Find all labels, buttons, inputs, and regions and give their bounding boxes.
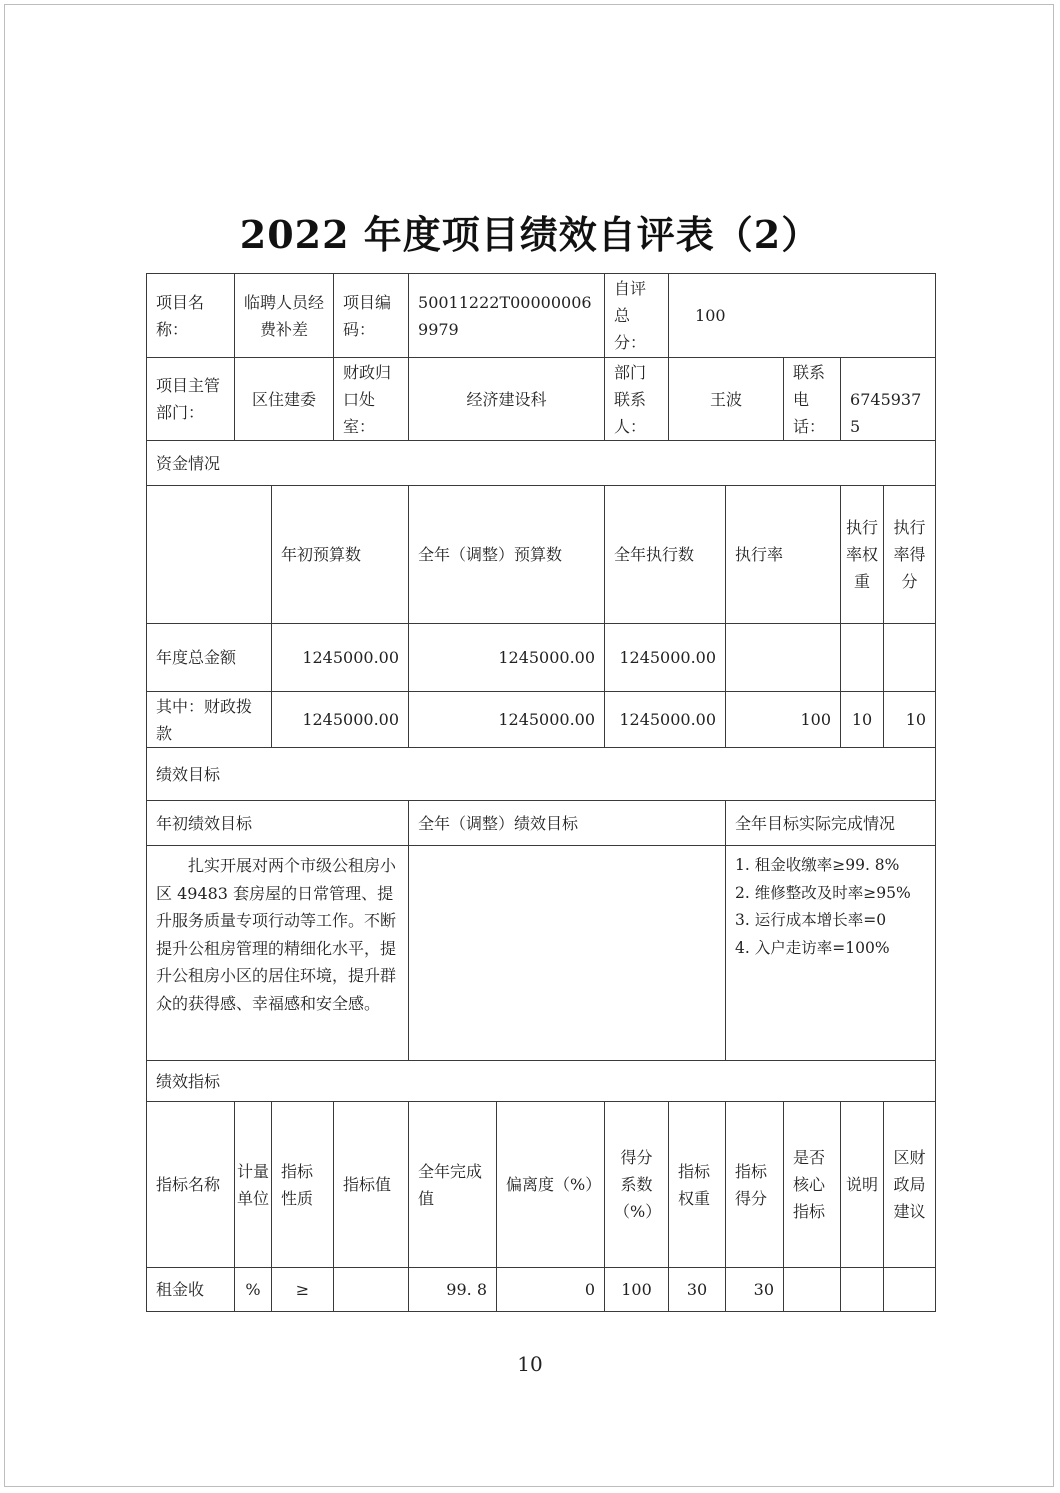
funds-row-weight: 10 [841, 692, 884, 748]
ind-header-completed: 全年完成值 [409, 1102, 497, 1268]
indicators-section-row [147, 1061, 936, 1102]
ind-header-score: 指标得分 [726, 1102, 784, 1268]
goals-section-row [147, 748, 936, 801]
funds-row-label: 年度总金额 [147, 624, 272, 692]
ind-header-value: 指标值 [334, 1102, 409, 1268]
funds-header-rate-weight: 执行率权重 [841, 486, 884, 624]
ind-header-note: 说明 [841, 1102, 884, 1268]
funds-row-initial: 1245000.00 [272, 624, 409, 692]
indicator-row [147, 1268, 936, 1312]
funds-header-row [147, 486, 936, 624]
funds-header-rate: 执行率 [726, 486, 841, 624]
project-code-value: 50011222T000000069979 [409, 274, 605, 358]
funds-header-initial: 年初预算数 [272, 486, 409, 624]
self-score-label: 自评总分： [605, 274, 669, 358]
ind-deviation: 0 [497, 1268, 605, 1312]
goals-adjusted-header: 全年（调整）绩效目标 [409, 801, 726, 846]
self-score-value: 100 [669, 274, 936, 358]
ind-header-weight: 指标权重 [669, 1102, 726, 1268]
project-code-label: 项目编码： [334, 274, 409, 358]
funds-row-initial: 1245000.00 [272, 692, 409, 748]
ind-coef: 100 [605, 1268, 669, 1312]
ind-score: 30 [726, 1268, 784, 1312]
ind-header-nature: 指标性质 [272, 1102, 334, 1268]
funds-header-rate-score: 执行率得分 [884, 486, 936, 624]
goals-initial-header: 年初绩效目标 [147, 801, 409, 846]
goals-actual-item: 2. 维修整改及时率≥95% [735, 883, 911, 902]
indicators-section-label: 绩效指标 [147, 1061, 936, 1102]
funds-row-score [884, 624, 936, 692]
contact-value: 王波 [669, 358, 784, 441]
dept-value: 区住建委 [235, 358, 334, 441]
project-name-value: 临聘人员经费补差 [235, 274, 334, 358]
goals-section-label: 绩效目标 [147, 748, 936, 801]
project-name-label: 项目名称： [147, 274, 235, 358]
goals-initial-text: 扎实开展对两个市级公租房小区 49483 套房屋的日常管理、提升服务质量专项行动等工作。不断提升公租房管理的精细化水平，提升公租房小区的居住环境，提升群众的获得感、幸福感和安全感。 [147, 846, 409, 1061]
ind-completed: 99. 8 [409, 1268, 497, 1312]
goals-header-row [147, 801, 936, 846]
finance-dept-label: 财政归口处室： [334, 358, 409, 441]
performance-evaluation-table [146, 273, 936, 1312]
funds-row-rate: 100 [726, 692, 841, 748]
finance-dept-value: 经济建设科 [409, 358, 605, 441]
funds-header-adjusted: 全年（调整）预算数 [409, 486, 605, 624]
ind-header-core: 是否核心指标 [784, 1102, 841, 1268]
goals-actual-item: 1. 租金收缴率≥99. 8% [735, 856, 900, 874]
funds-row-score: 10 [884, 692, 936, 748]
funds-row-label: 其中：财政拨款 [147, 692, 272, 748]
ind-suggestion [884, 1268, 936, 1312]
ind-header-deviation: 偏离度（%） [497, 1102, 605, 1268]
ind-header-unit: 计量单位 [235, 1102, 272, 1268]
funds-row-adjusted: 1245000.00 [409, 624, 605, 692]
document-title: 2022 年度项目绩效自评表（2） [239, 212, 821, 257]
funds-row-executed: 1245000.00 [605, 692, 726, 748]
funds-row-rate [726, 624, 841, 692]
ind-header-suggestion: 区财政局建议 [884, 1102, 936, 1268]
ind-note [841, 1268, 884, 1312]
ind-weight: 30 [669, 1268, 726, 1312]
ind-name: 租金收 [147, 1268, 235, 1312]
funds-row-fiscal [147, 692, 936, 748]
funds-header-executed: 全年执行数 [605, 486, 726, 624]
goals-actual-item: 4. 入户走访率=100% [735, 938, 890, 957]
page-number: 10 [517, 1352, 543, 1376]
goals-adjusted-text [409, 846, 726, 1061]
funds-header-empty [147, 486, 272, 624]
goals-content-row [147, 846, 936, 1061]
project-info-row-2 [147, 358, 936, 441]
funds-row-adjusted: 1245000.00 [409, 692, 605, 748]
indicators-header-row [147, 1102, 936, 1268]
ind-nature: ≥ [272, 1268, 334, 1312]
contact-label: 部门联系人： [605, 358, 669, 441]
dept-label: 项目主管部门： [147, 358, 235, 441]
funds-row-executed: 1245000.00 [605, 624, 726, 692]
funds-row-total [147, 624, 936, 692]
goals-actual-list [726, 846, 936, 1061]
funds-section-row [147, 441, 936, 486]
goals-actual-item: 3. 运行成本增长率=0 [735, 911, 887, 929]
ind-header-name: 指标名称 [147, 1102, 235, 1268]
ind-core [784, 1268, 841, 1312]
funds-section-label: 资金情况 [147, 441, 936, 486]
funds-row-weight [841, 624, 884, 692]
ind-unit: % [235, 1268, 272, 1312]
project-info-row-1 [147, 274, 936, 358]
goals-actual-header: 全年目标实际完成情况 [726, 801, 936, 846]
ind-header-coef: 得分系数（%） [605, 1102, 669, 1268]
phone-label: 联系电话： [784, 358, 841, 441]
ind-value [334, 1268, 409, 1312]
phone-value: 67459375 [841, 358, 936, 441]
